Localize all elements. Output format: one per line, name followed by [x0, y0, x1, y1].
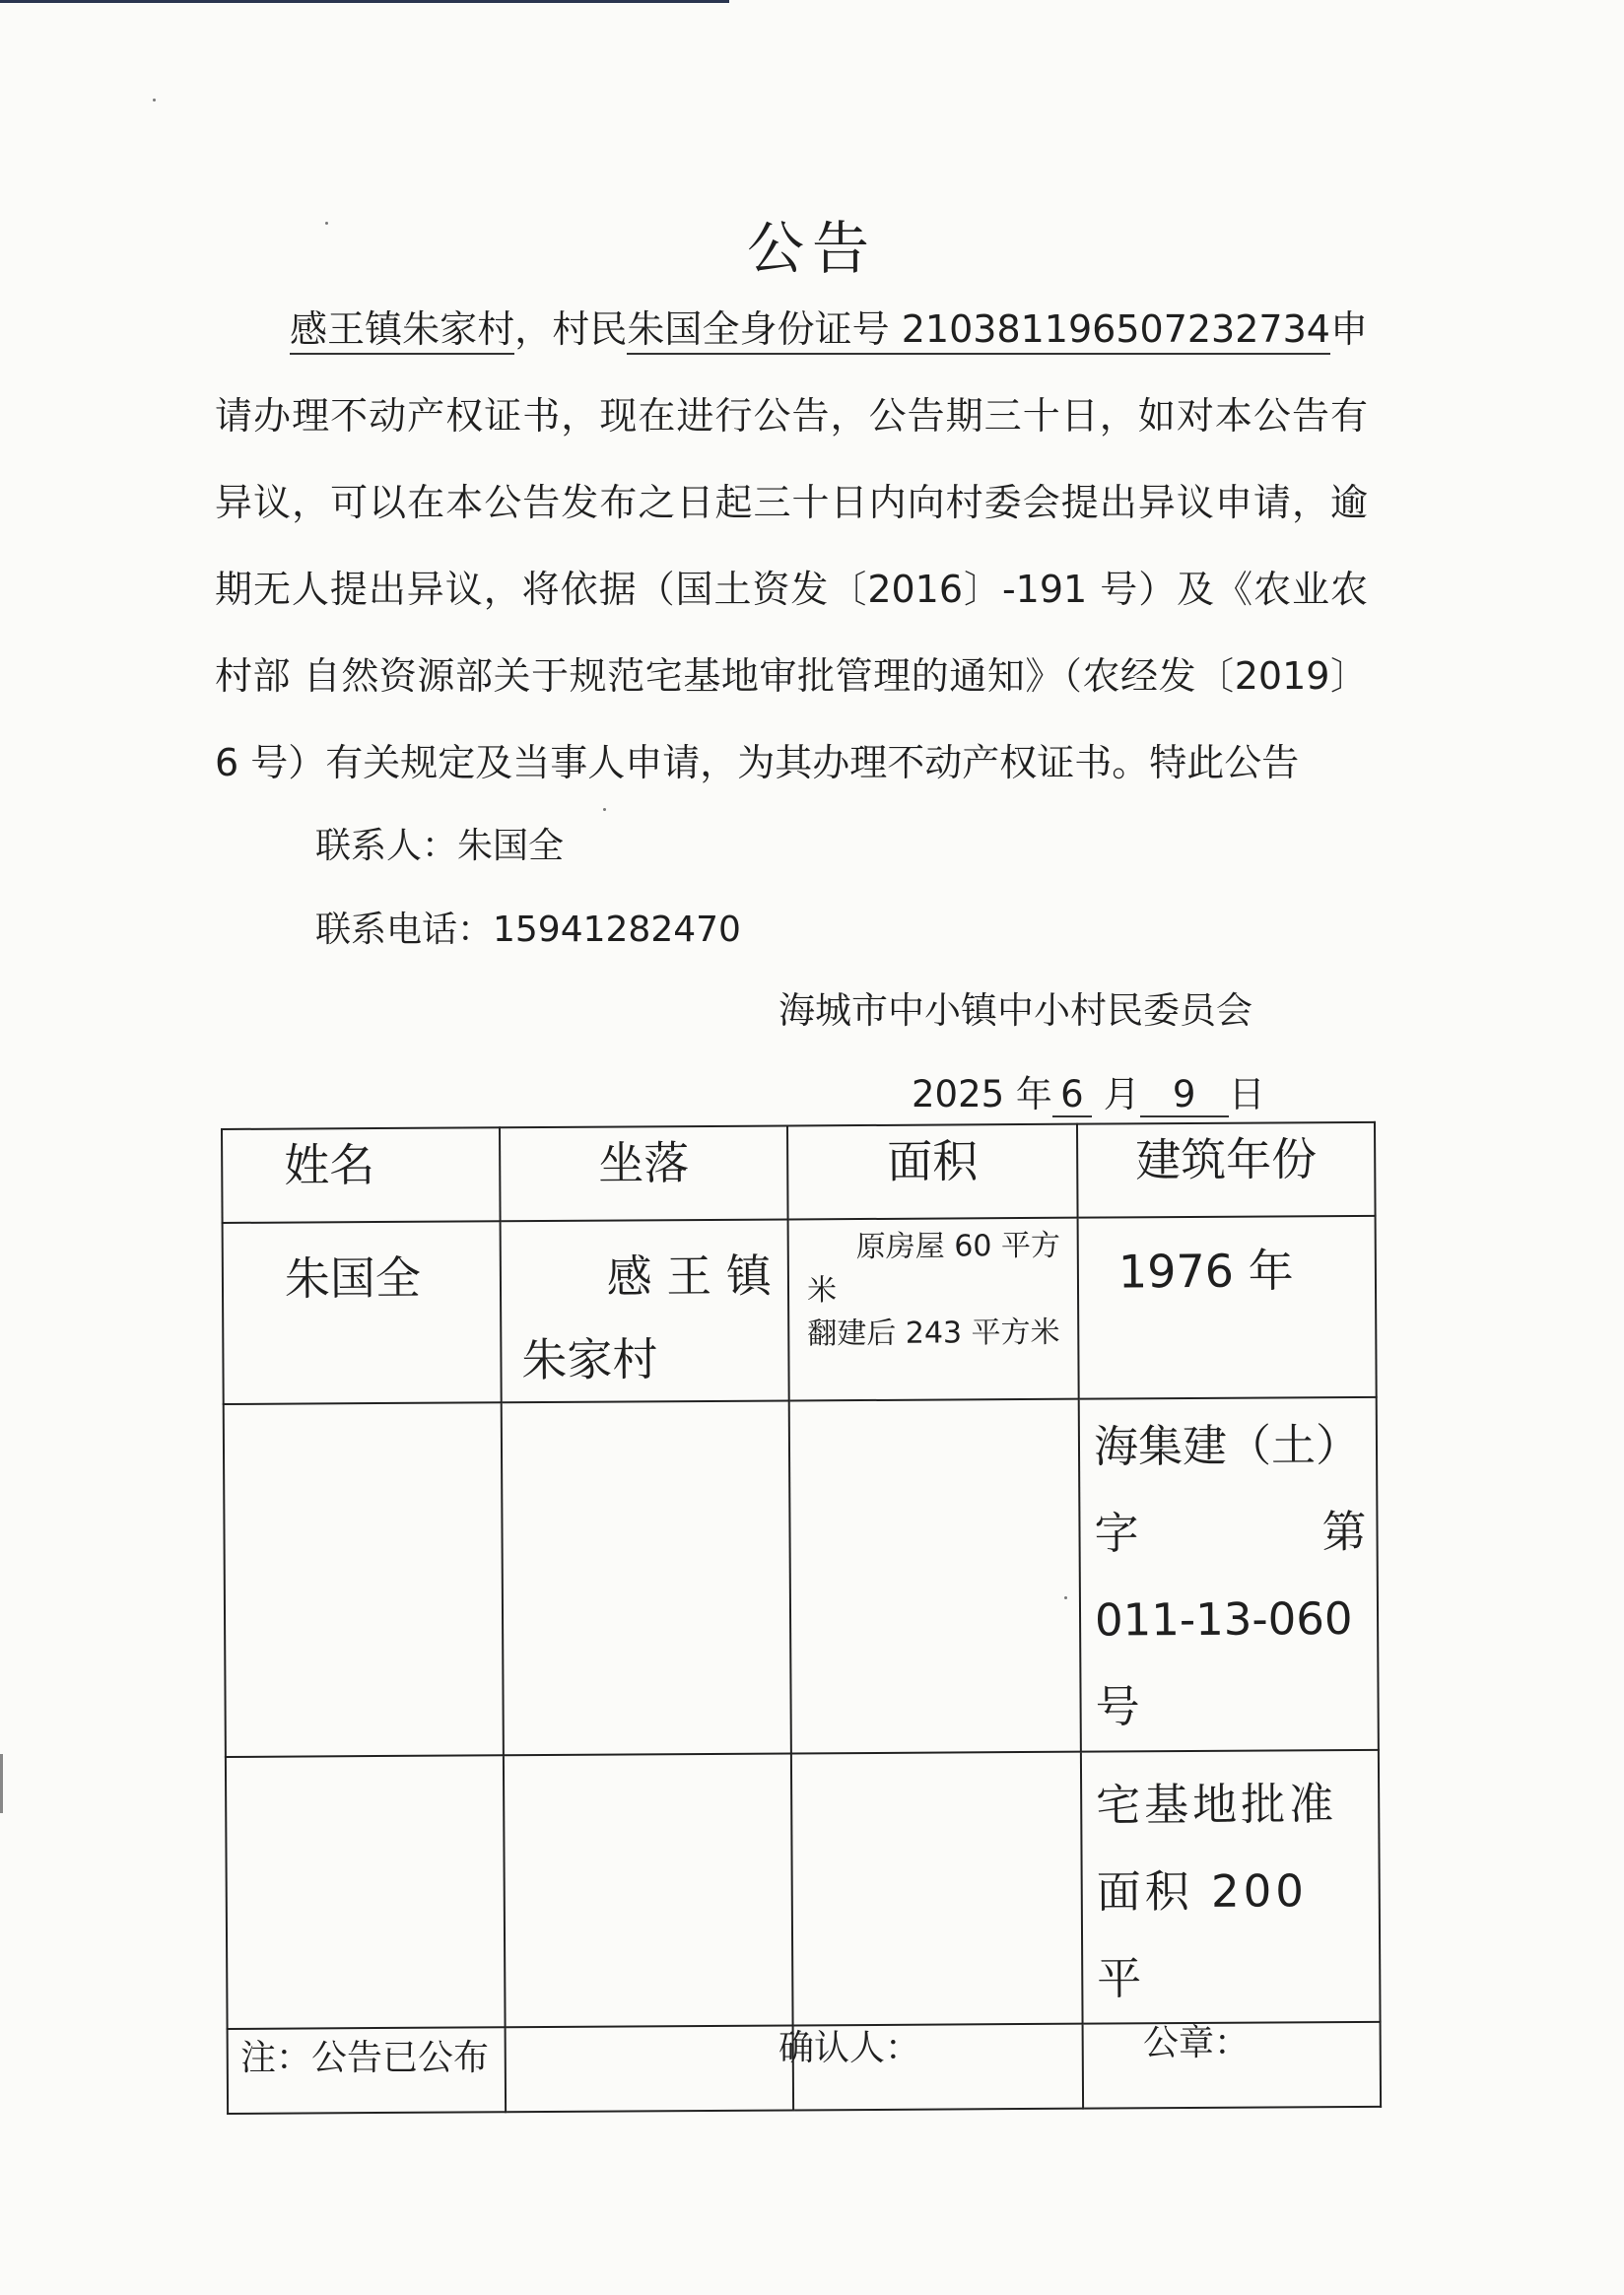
cell-certificate: [1079, 1397, 1379, 1752]
header-location: 坐落: [500, 1125, 788, 1221]
scan-speck: [603, 808, 606, 811]
area-line2: 米: [806, 1273, 838, 1309]
area-line3: 翻建后 243 平方米: [807, 1315, 1060, 1352]
location-line2: 朱家村: [521, 1332, 658, 1387]
cert-line2b: 第: [1321, 1505, 1367, 1559]
cell-empty: [789, 1399, 1081, 1754]
date-day: 9: [1140, 1073, 1229, 1117]
location-line1: 感 王 镇: [606, 1249, 773, 1304]
cert-line4: 号: [1095, 1680, 1140, 1733]
cell-empty: [791, 1752, 1083, 2026]
table-header-row: [222, 1122, 1376, 1223]
cert-line2: [1094, 1489, 1367, 1578]
cert-line2a: 字: [1094, 1507, 1139, 1560]
header-build-year: 建筑年份: [1077, 1122, 1376, 1218]
scan-edge-top: [0, 0, 729, 3]
town-village: 感王镇朱家村: [290, 307, 514, 355]
header-name: 姓名: [222, 1127, 501, 1223]
cert-line3: 011-13-060: [1094, 1591, 1353, 1647]
issue-date: [912, 1064, 1265, 1117]
approved-line2: 面积 200 平: [1096, 1864, 1309, 2005]
footer-note: 注：公告已公布: [240, 2038, 490, 2078]
scan-edge-left: [0, 1754, 3, 1813]
table-row: [224, 1397, 1379, 1757]
cell-location: [501, 1219, 789, 1402]
body-separator: ，村民: [514, 307, 628, 351]
footer-seal: 公章：: [1143, 2023, 1251, 2063]
date-day-unit: 日: [1228, 1073, 1265, 1115]
footer-confirm: 确认人：: [778, 2028, 921, 2068]
cell-empty: [506, 2025, 794, 2112]
cell-build-year: 1976 年: [1078, 1216, 1377, 1399]
cell-name: 朱国全: [223, 1221, 502, 1404]
table-row: [226, 1750, 1381, 2029]
cell-empty: [504, 1753, 793, 2027]
cert-line1: 海集建（土）: [1093, 1418, 1361, 1473]
area-line1: 原房屋 60 平方: [855, 1228, 1061, 1265]
property-table: [221, 1121, 1382, 2115]
issuer-name: 海城市中小镇中小村民委员会: [778, 989, 1252, 1032]
table-row: [223, 1216, 1377, 1404]
cell-empty: [224, 1402, 504, 1757]
date-month-unit: 月: [1103, 1073, 1140, 1115]
date-year: 2025 年: [912, 1073, 1052, 1115]
applicant-id: 朱国全身份证号 210381196507232734: [627, 307, 1330, 355]
notice-body: [215, 286, 1368, 806]
scan-speck: [153, 99, 156, 101]
contact-person: 联系人：朱国全: [315, 826, 565, 866]
cell-area: [788, 1218, 1079, 1401]
approved-line1: 宅基地批准: [1096, 1778, 1338, 1832]
date-month: 6: [1052, 1073, 1092, 1117]
body-rest: 申请办理不动产权证书，现在进行公告，公告期三十日，如对本公告有异议，可以在本公告发布之日起三十日内向村委会提出异议申请，逾期无人提出异议，将依据（国土资发〔2016〕-191 号）及《农业农村部 自然资源部关于规范宅基地审批管理的通知》（农经发〔2019〕6 号）有关规定及当事人申请，为其办理不动产权证书。特此公告: [215, 307, 1368, 784]
header-area: 面积: [787, 1124, 1078, 1220]
cell-approved-area: [1081, 1750, 1381, 2024]
page-title: 公告: [746, 215, 877, 282]
cell-empty: [226, 1755, 506, 2029]
cell-empty: [502, 1400, 791, 1755]
contact-phone: 联系电话：15941282470: [315, 910, 741, 950]
